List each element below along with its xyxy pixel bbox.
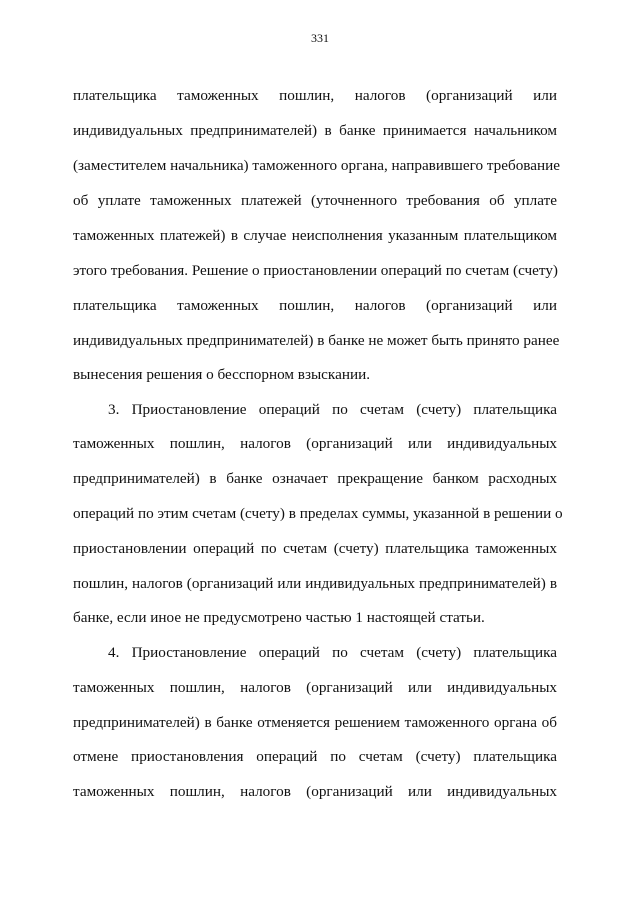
text-line: вынесения решения о бесспорном взыскании.: [73, 366, 370, 383]
text-line: таможенных пошлин, налогов (организаций или индивидуальных: [73, 435, 557, 452]
text-line: плательщика таможенных пошлин, налогов (организаций или: [73, 297, 557, 314]
text-line: таможенных платежей) в случае неисполнения указанным плательщиком: [73, 227, 557, 244]
page-number: 331: [311, 31, 329, 45]
paragraph-4-first-line: 4. Приостановление операций по счетам (счету) плательщика: [108, 644, 557, 661]
text-line: таможенных пошлин, налогов (организаций или индивидуальных: [73, 783, 557, 800]
text-line: об уплате таможенных платежей (уточненного требования об уплате: [73, 192, 557, 209]
text-line: индивидуальных предпринимателей) в банке не может быть принято ранее: [73, 332, 560, 349]
text-line: плательщика таможенных пошлин, налогов (организаций или: [73, 87, 557, 104]
text-line: индивидуальных предпринимателей) в банке принимается начальником: [73, 122, 557, 139]
text-line: операций по этим счетам (счету) в пределах суммы, указанной в решении о: [73, 505, 563, 522]
text-line: пошлин, налогов (организаций или индивидуальных предпринимателей) в: [73, 575, 557, 592]
text-line: (заместителем начальника) таможенного органа, направившего требование: [73, 157, 561, 174]
text-line: банке, если иное не предусмотрено частью 1 настоящей статьи.: [73, 609, 485, 626]
paragraph-3-first-line: 3. Приостановление операций по счетам (счету) плательщика: [108, 401, 557, 418]
text-line: этого требования. Решение о приостановлении операций по счетам (счету): [73, 262, 558, 279]
text-line: отмене приостановления операций по счетам (счету) плательщика: [73, 748, 557, 765]
text-line: предпринимателей) в банке отменяется решением таможенного органа об: [73, 714, 557, 731]
text-line: предпринимателей) в банке означает прекращение банком расходных: [73, 470, 557, 487]
text-line: таможенных пошлин, налогов (организаций или индивидуальных: [73, 679, 557, 696]
text-line: приостановлении операций по счетам (счету) плательщика таможенных: [73, 540, 557, 557]
